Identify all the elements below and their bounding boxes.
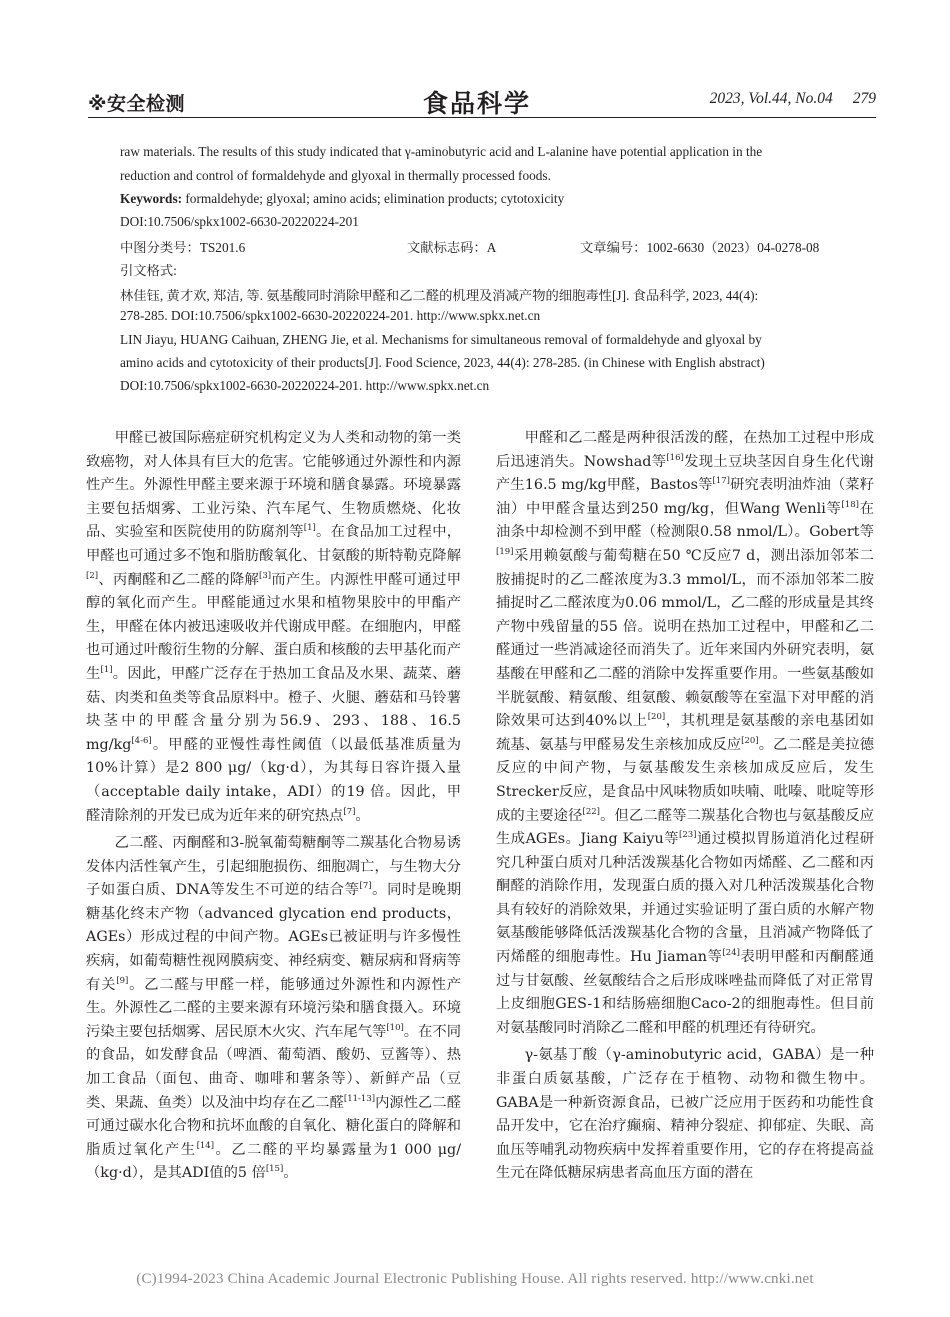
citation-cn-line-1: 林佳钰, 黄才欢, 郑洁, 等. 氨基酸同时消除甲醛和乙二醛的机理及消减产物的细胞毒性[J]. 食品科学, 2023, 44(4): (120, 288, 759, 303)
citation-en-line-3: DOI:10.7506/spkx1002-6630-20220224-201. http://www.spkx.net.cn (120, 378, 490, 393)
issue-info (710, 90, 876, 108)
citation-ref[interactable]: [7] (343, 806, 356, 817)
keywords-text: formaldehyde; glyoxal; amino acids; elimination products; cytotoxicity (185, 191, 565, 206)
citation-ref[interactable]: [23] (679, 830, 697, 841)
citation-cn-line-2: 278-285. DOI:10.7506/spkx1002-6630-20220224-201. http://www.spkx.net.cn (120, 308, 541, 323)
citation-ref[interactable]: [1] (100, 664, 113, 675)
running-header (88, 85, 876, 117)
paragraph: γ-氨基丁酸（γ-aminobutyric acid，GABA）是一种非蛋白质氨基酸，广泛存在于植物、动物和微生物中。GABA是一种新资源食品，已被广泛应用于医药和功能性食品开发中，它在治疗癫痫、精神分裂症、抑郁症、失眠、高血压等哺乳动物疾病中发挥着重要作用，它的存在将提高益生元在降低糖尿病患者高血压方面的潜在 (496, 1047, 874, 1182)
citation-en-line-2: amino acids and cytotoxicity of their products[J]. Food Science, 2023, 44(4): 278-285. (in Chinese with English abstract) (120, 355, 765, 370)
citation-ref[interactable]: [14] (196, 1140, 215, 1151)
citation-ref[interactable]: [15] (265, 1164, 284, 1175)
citation-ref[interactable]: [19] (496, 546, 514, 557)
citation-ref[interactable]: [17] (712, 476, 730, 487)
paragraph: 甲醛和乙二醛是两种很活泼的醛，在热加工过程中形成后迅速消失。Nowshad等[16]发现土豆块茎因自身生化代谢产生16.5 mg/kg甲醛，Bastos等[17]研究表明油炸油（菜籽油）中甲醛含量达到250 mg/kg，但Wang Wenli等[18]在油条中却检测不到甲醛（检测限0.58 nmol/L）。Gobert等[19]采用赖氨酸与葡萄糖在50 ℃反应7 d，测出添加邻苯二胺捕捉时的乙二醛浓度为3.3 mmol/L，而不添加邻苯二胺捕捉时乙二醛浓度为0.06 mmol/L，乙二醛的形成量是其终产物中残留量的55 倍。说明在热加工过程中，甲醛和乙二醛通过一些消减途径而消失了。近年来国内外研究表明，氨基酸在甲醛和乙二醛的消除中发挥重要作用。一些氨基酸如半胱氨酸、精氨酸、组氨酸、赖氨酸等在室温下对甲醛的消除效果可达到40%以上[20]，其机理是氨基酸的亲电基团如巯基、氨基与甲醛易发生亲核加成反应[20]。乙二醛是美拉德反应的中间产物，与氨基酸发生亲核加成反应后，发生Strecker反应，是食品中风味物质如呋喃、吡嗪、吡啶等形成的主要途径[22]。但乙二醛等二羰基化合物也与氨基酸反应生成AGEs。Jiang Kaiyu等[23]通过模拟胃肠道消化过程研究几种蛋白质对几种活泼羰基化合物如丙烯醛、乙二醛和丙酮醛的消除作用，发现蛋白质的摄入对几种活泼羰基化合物具有较好的消除效果，并通过实验证明了蛋白质的水解产物氨基酸能够降低活泼羰基化合物的含量，且消减产物降低了丙烯醛的细胞毒性。Hu Jiaman等[24]表明甲醛和丙酮醛通过与甘氨酸、丝氨酸结合之后形成咪唑盐而降低了对正常胃上皮细胞GES-1和结肠癌细胞Caco-2的细胞毒性。但目前对氨基酸同时消除乙二醛和甲醛的机理还有待研究。 (496, 430, 875, 1036)
citation-ref[interactable]: [3] (259, 570, 272, 581)
clc-number: 中图分类号：TS201.6 (120, 240, 246, 255)
citation-ref[interactable]: [18] (841, 499, 859, 510)
journal-name: 食品科学 (423, 89, 532, 118)
paragraph: 甲醛已被国际癌症研究机构定义为人类和动物的第一类致癌物，对人体具有巨大的危害。它能够通过外源性和内源性产生。外源性甲醛主要来源于环境和膳食暴露。环境暴露主要包括烟雾、工业污染、汽车尾气、生物质燃烧、化妆品、实验室和医院使用的防腐剂等[1]。在食品加工过程中，甲醛也可通过多不饱和脂肪酸氧化、甘氨酸的斯特勒克降解[2]、丙酮醛和乙二醛的降解[3]而产生。内源性甲醛可通过甲醇的氧化而产生。甲醛能通过水果和植物果胶中的甲酯产生，甲醛在体内被迅速吸收并代谢成甲醛。在细胞内，甲醛也可通过叶酸衍生物的分解、蛋白质和核酸的去甲基化而产生[1]。因此，甲醛广泛存在于热加工食品及水果、蔬菜、蘑菇、肉类和鱼类等食品原料中。橙子、火腿、蘑菇和马铃薯块茎中的甲醛含量分别为56.9、293、188、16.5 mg/kg[4-6]。甲醛的亚慢性毒性阈值（以最低基准质量为10%计算）是2 800 μg/（kg·d），为其每日容许摄入量（acceptable daily intake，ADI）的19 倍。因此，甲醛清除剂的开发已成为近年来的研究热点[7]。 (86, 430, 462, 824)
abstract-line-1: raw materials. The results of this study indicated that γ-aminobutyric acid and L-alanine have potential application in the (120, 144, 763, 159)
header-rule (88, 117, 876, 118)
keywords-line (120, 191, 564, 207)
page-number: 279 (852, 90, 876, 107)
doi-line: DOI:10.7506/spkx1002-6630-20220224-201 (120, 214, 359, 229)
citation-ref[interactable]: [20] (647, 712, 666, 723)
citation-en-line-1: LIN Jiayu, HUANG Caihuan, ZHENG Jie, et al. Mechanisms for simultaneous removal of formaldehyde and glyoxal by (120, 332, 762, 347)
section-label: ※安全检测 (88, 93, 185, 115)
left-column (86, 427, 461, 1186)
citation-ref[interactable]: [4-6] (131, 735, 152, 746)
citation-ref[interactable]: [1] (303, 523, 316, 534)
citation-ref[interactable]: [2] (86, 570, 99, 581)
citation-ref[interactable]: [7] (359, 881, 372, 892)
issue-text: 2023, Vol.44, No.04 (709, 90, 833, 107)
copyright-footer: (C)1994-2023 China Academic Journal Electronic Publishing House. All rights reserved. http://www.cnki.net (136, 1271, 814, 1287)
paragraph: 乙二醛、丙酮醛和3-脱氧葡萄糖酮等二羰基化合物易诱发体内活性氧产生，引起细胞损伤、细胞凋亡，与生物大分子如蛋白质、DNA等发生不可逆的结合等[7]。同时是晚期糖基化终末产物（advanced glycation end products，AGEs）形成过程的中间产物。AGEs已被证明与许多慢性疾病，如葡萄糖性视网膜病变、神经病变、糖尿病和肾病等有关[9]。乙二醛与甲醛一样，能够通过外源性和内源性产生。外源性乙二醛的主要来源有环境污染和膳食摄入。环境污染主要包括烟雾、居民原木火灾、汽车尾气等[10]。在不同的食品，如发酵食品（啤酒、葡萄酒、酸奶、豆酱等）、热加工食品（面包、曲奇、咖啡和薯条等）、新鲜产品（豆类、果蔬、鱼类）以及油中均存在乙二醛[11-13]内源性乙二醛可通过碳水化合物和抗坏血酸的自氧化、糖化蛋白的降解和脂质过氧化产生[14]。乙二醛的平均暴露量为1 000 μg/（kg·d），是其ADI值的5 倍[15]。 (86, 835, 462, 1182)
classification-row (120, 237, 840, 257)
right-column (496, 427, 874, 1186)
citation-ref[interactable]: [16] (666, 452, 684, 463)
citation-ref[interactable]: [22] (582, 806, 600, 817)
article-number: 文章编号：1002-6630（2023）04-0278-08 (580, 240, 820, 255)
citation-ref[interactable]: [10] (386, 1022, 404, 1033)
citation-label: 引文格式: (120, 263, 177, 278)
citation-ref[interactable]: [11-13] (343, 1093, 376, 1104)
citation-ref[interactable]: [9] (116, 975, 129, 986)
keywords-label: Keywords: (120, 191, 183, 206)
citation-ref[interactable]: [24] (722, 948, 740, 959)
abstract-line-2: reduction and control of formaldehyde and glyoxal in thermally processed foods. (120, 168, 551, 183)
citation-ref[interactable]: [20] (741, 735, 759, 746)
document-code: 文献标志码：A (407, 240, 497, 255)
